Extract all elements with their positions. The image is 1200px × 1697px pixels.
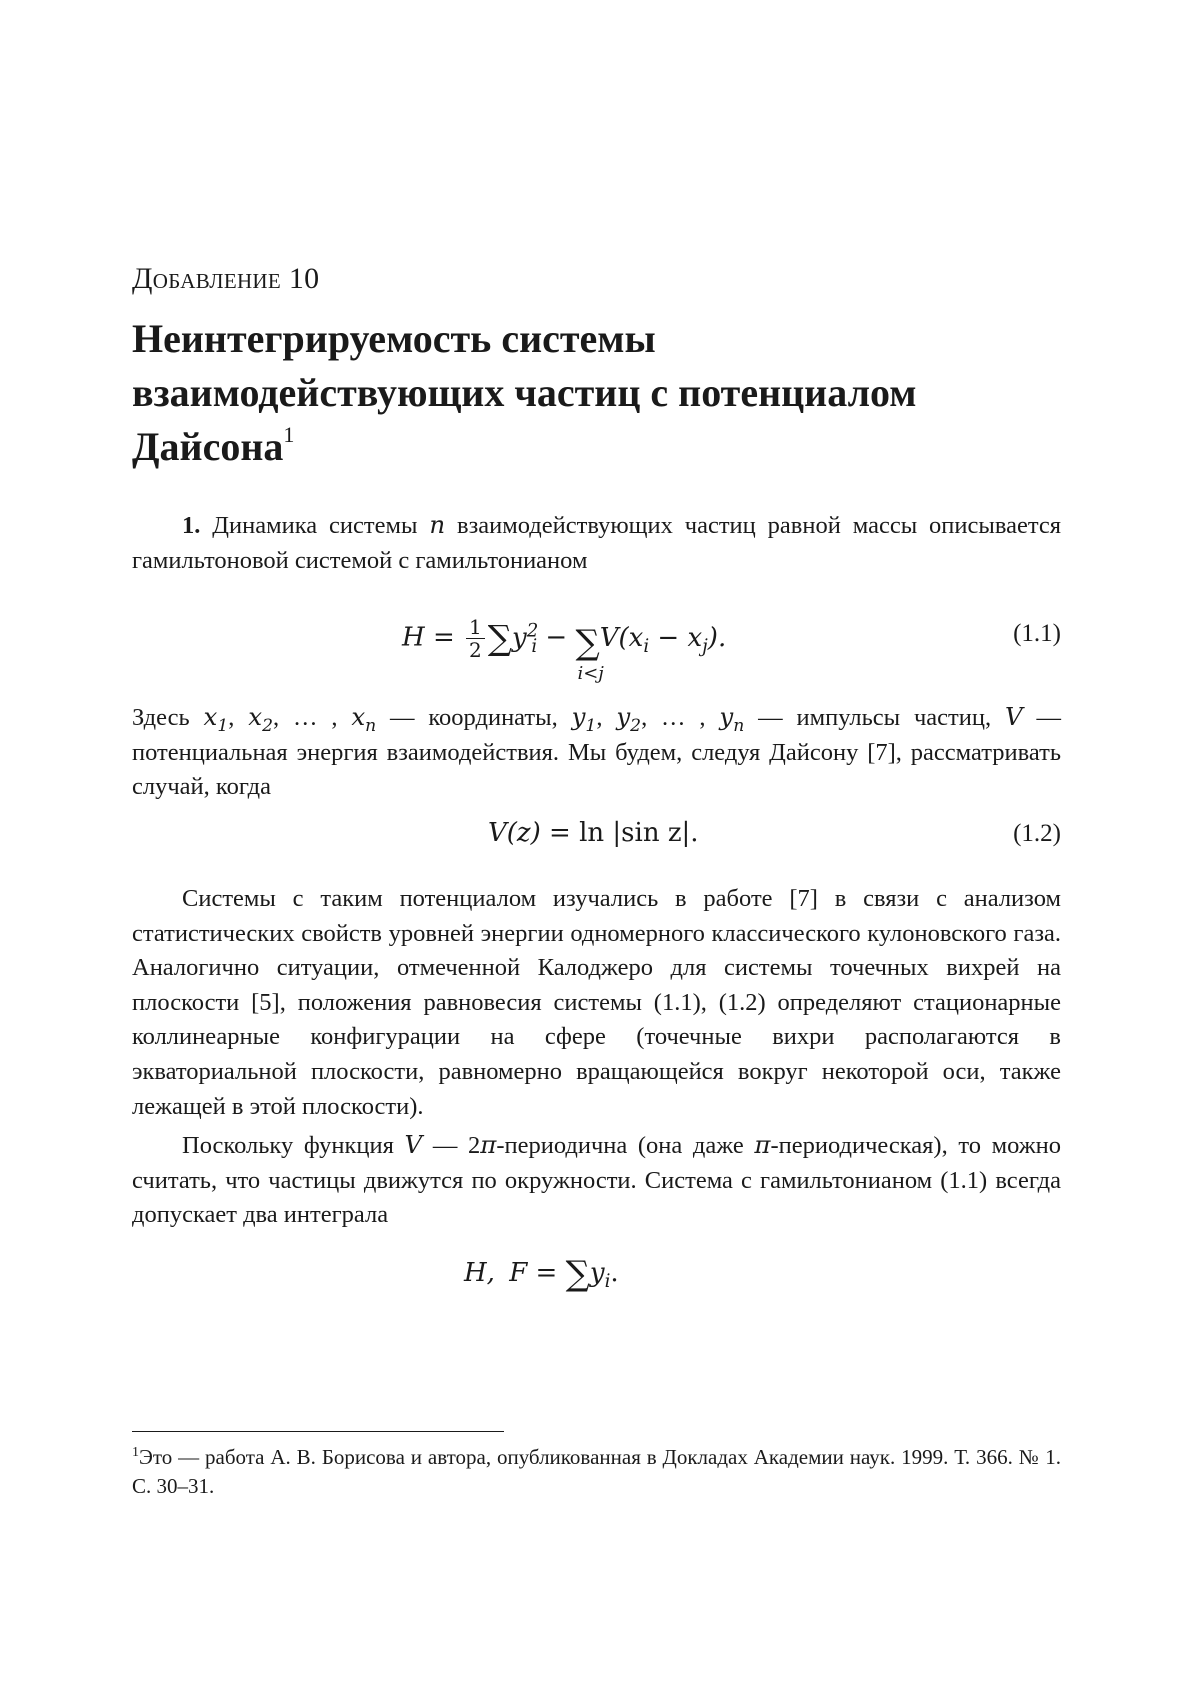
para2-x2 <box>248 702 273 736</box>
para2-y2-base: y <box>616 702 631 731</box>
paper-title <box>132 312 1061 474</box>
eq1-sum1: ∑ <box>487 618 513 659</box>
eq3-term <box>589 1258 611 1293</box>
eq1-sum2-block <box>575 622 604 684</box>
para4-pi2: π <box>754 1130 771 1159</box>
eq1-minus: − <box>537 622 576 653</box>
footnote <box>132 1443 1061 1501</box>
equation-1-1-body <box>402 615 727 684</box>
eq3-f: F <box>509 1258 528 1288</box>
title-line-3-text: Дайсона <box>132 424 284 469</box>
eq1-term1 <box>512 619 539 657</box>
para2-x2-base: x <box>248 702 263 731</box>
footnote-mark: 1 <box>132 1445 139 1460</box>
title-line-1: Неинтегрируемость системы <box>132 316 656 361</box>
para4-c: -периодична (она даже <box>496 1132 744 1159</box>
para2-yn <box>719 702 745 736</box>
eq1-frac-den: 2 <box>469 638 482 662</box>
para4-d: -периодическая), то можно считать, что частицы движутся по окружности. Система с гамильтонианом (1.1) всегда допускает два интеграла <box>132 1132 1062 1229</box>
eq1-term2 <box>599 622 727 657</box>
para2-x1-base: x <box>203 702 218 731</box>
paragraph-4 <box>132 1128 1061 1233</box>
section-number: 1. <box>182 512 201 539</box>
para2-xn-base: x <box>351 702 366 731</box>
eq3-end: . <box>610 1258 619 1288</box>
eq1-frac-num: 1 <box>466 616 485 639</box>
para2-x1 <box>203 702 229 736</box>
eq1-term2-mid: − x <box>649 622 703 653</box>
eq1-term2-end: ). <box>707 622 727 653</box>
para2-y1-base: y <box>571 702 586 731</box>
para2-d: — потенциальная энергия взаимодействия. Мы будем, следуя Дайсону [7], рассматривать случай, когда <box>132 704 1062 801</box>
equation-1-2 <box>132 818 1061 878</box>
eq3-term-base: y <box>589 1258 605 1288</box>
paragraph-1 <box>132 508 1061 578</box>
para2-y2 <box>616 702 642 736</box>
title-footnote-mark: 1 <box>283 422 295 447</box>
title-line-3 <box>132 420 1061 474</box>
para2-xn <box>351 702 377 736</box>
para1-text-a: Динамика системы <box>212 512 418 539</box>
para2-sep2: , <box>596 704 603 731</box>
para2-xn-sub: n <box>365 715 377 736</box>
para2-dots1: , … , <box>272 704 338 731</box>
eq1-sum2: ∑ <box>575 622 600 663</box>
para2-x1-sub: 1 <box>217 715 229 736</box>
equation-1-1 <box>132 612 1061 684</box>
footnote-text: Это — работа А. В. Борисова и автора, опубликованная в Докладах Академии наук. 1999. Т. 366. № 1. С. 30–31. <box>132 1445 1061 1498</box>
para2-x2-sub: 2 <box>262 715 273 736</box>
equation-number-1-1: (1.1) <box>1013 620 1061 647</box>
footnote-rule <box>132 1431 504 1432</box>
para1-text-b: взаимодействующих частиц равной массы описывается гамильтоновой системой с гамильтонианом <box>132 512 1062 574</box>
equation-integrals <box>132 1254 1061 1314</box>
eq1-term1-sup: 2 <box>526 619 539 641</box>
equation-integrals-body <box>464 1254 619 1294</box>
eq1-lhs: H <box>402 622 425 653</box>
para2-y2-sub: 2 <box>630 715 642 736</box>
equation-number-1-2: (1.2) <box>1013 820 1061 847</box>
eq1-term2-sub-j: j <box>702 635 708 657</box>
para2-y1 <box>571 702 597 736</box>
equation-1-2-body <box>488 818 699 848</box>
eq3-sum: ∑ <box>565 1254 590 1294</box>
eq2-lhs: V(z) <box>488 818 541 848</box>
eq1-sum2-limit: i<j <box>577 662 604 684</box>
eq3-h: H, <box>464 1258 495 1288</box>
eq1-fraction <box>466 616 485 661</box>
eq3-equals: = <box>527 1258 566 1288</box>
para2-a: Здесь <box>132 704 190 731</box>
para2-c: — импульсы частиц, <box>758 704 992 731</box>
appendix-label: Добавление 10 <box>132 262 320 295</box>
paragraph-3: Системы с таким потенциалом изучались в работе [7] в связи с анализом статистических свойств уровней энергии одномерного классического кулоновского газа. Аналогично ситуации, отмеченной Калоджеро для системы точечных вихрей на плоскости [5], положения равновесия системы (1.1), (1.2) определяют стационарные коллинеарные конфигурации на сфере (точечные вихри располагаются в экваториальной плоскости, равномерно вращающейся вокруг некоторой оси, также лежащей в этой плоскости). <box>132 885 1061 1120</box>
eq2-rhs: = ln |sin z|. <box>540 818 699 848</box>
para2-y1-sub: 1 <box>585 715 597 736</box>
para4-a: Поскольку функция <box>182 1132 394 1159</box>
var-n: n <box>429 510 446 539</box>
eq1-term2-a: V(x <box>599 622 644 653</box>
para4-v: V <box>404 1130 423 1159</box>
para4-b: — 2 <box>432 1132 481 1159</box>
eq1-term1-sub: i <box>531 635 538 657</box>
para2-dots2: , … , <box>641 704 706 731</box>
paragraph-2 <box>132 700 1061 805</box>
eq1-term1-base: y <box>512 622 527 653</box>
para4-pi1: π <box>480 1130 497 1159</box>
page <box>132 0 1061 1697</box>
eq1-equals: = <box>424 622 464 653</box>
para2-sep1: , <box>228 704 235 731</box>
para2-v: V <box>1004 702 1023 731</box>
title-line-2: взаимодействующих частиц с потенциалом <box>132 370 917 415</box>
eq3-term-sub: i <box>604 1271 611 1293</box>
eq1-term2-sub-i: i <box>643 635 650 657</box>
para2-yn-sub: n <box>733 715 745 736</box>
para2-b: — координаты, <box>390 704 558 731</box>
para2-yn-base: y <box>719 702 734 731</box>
